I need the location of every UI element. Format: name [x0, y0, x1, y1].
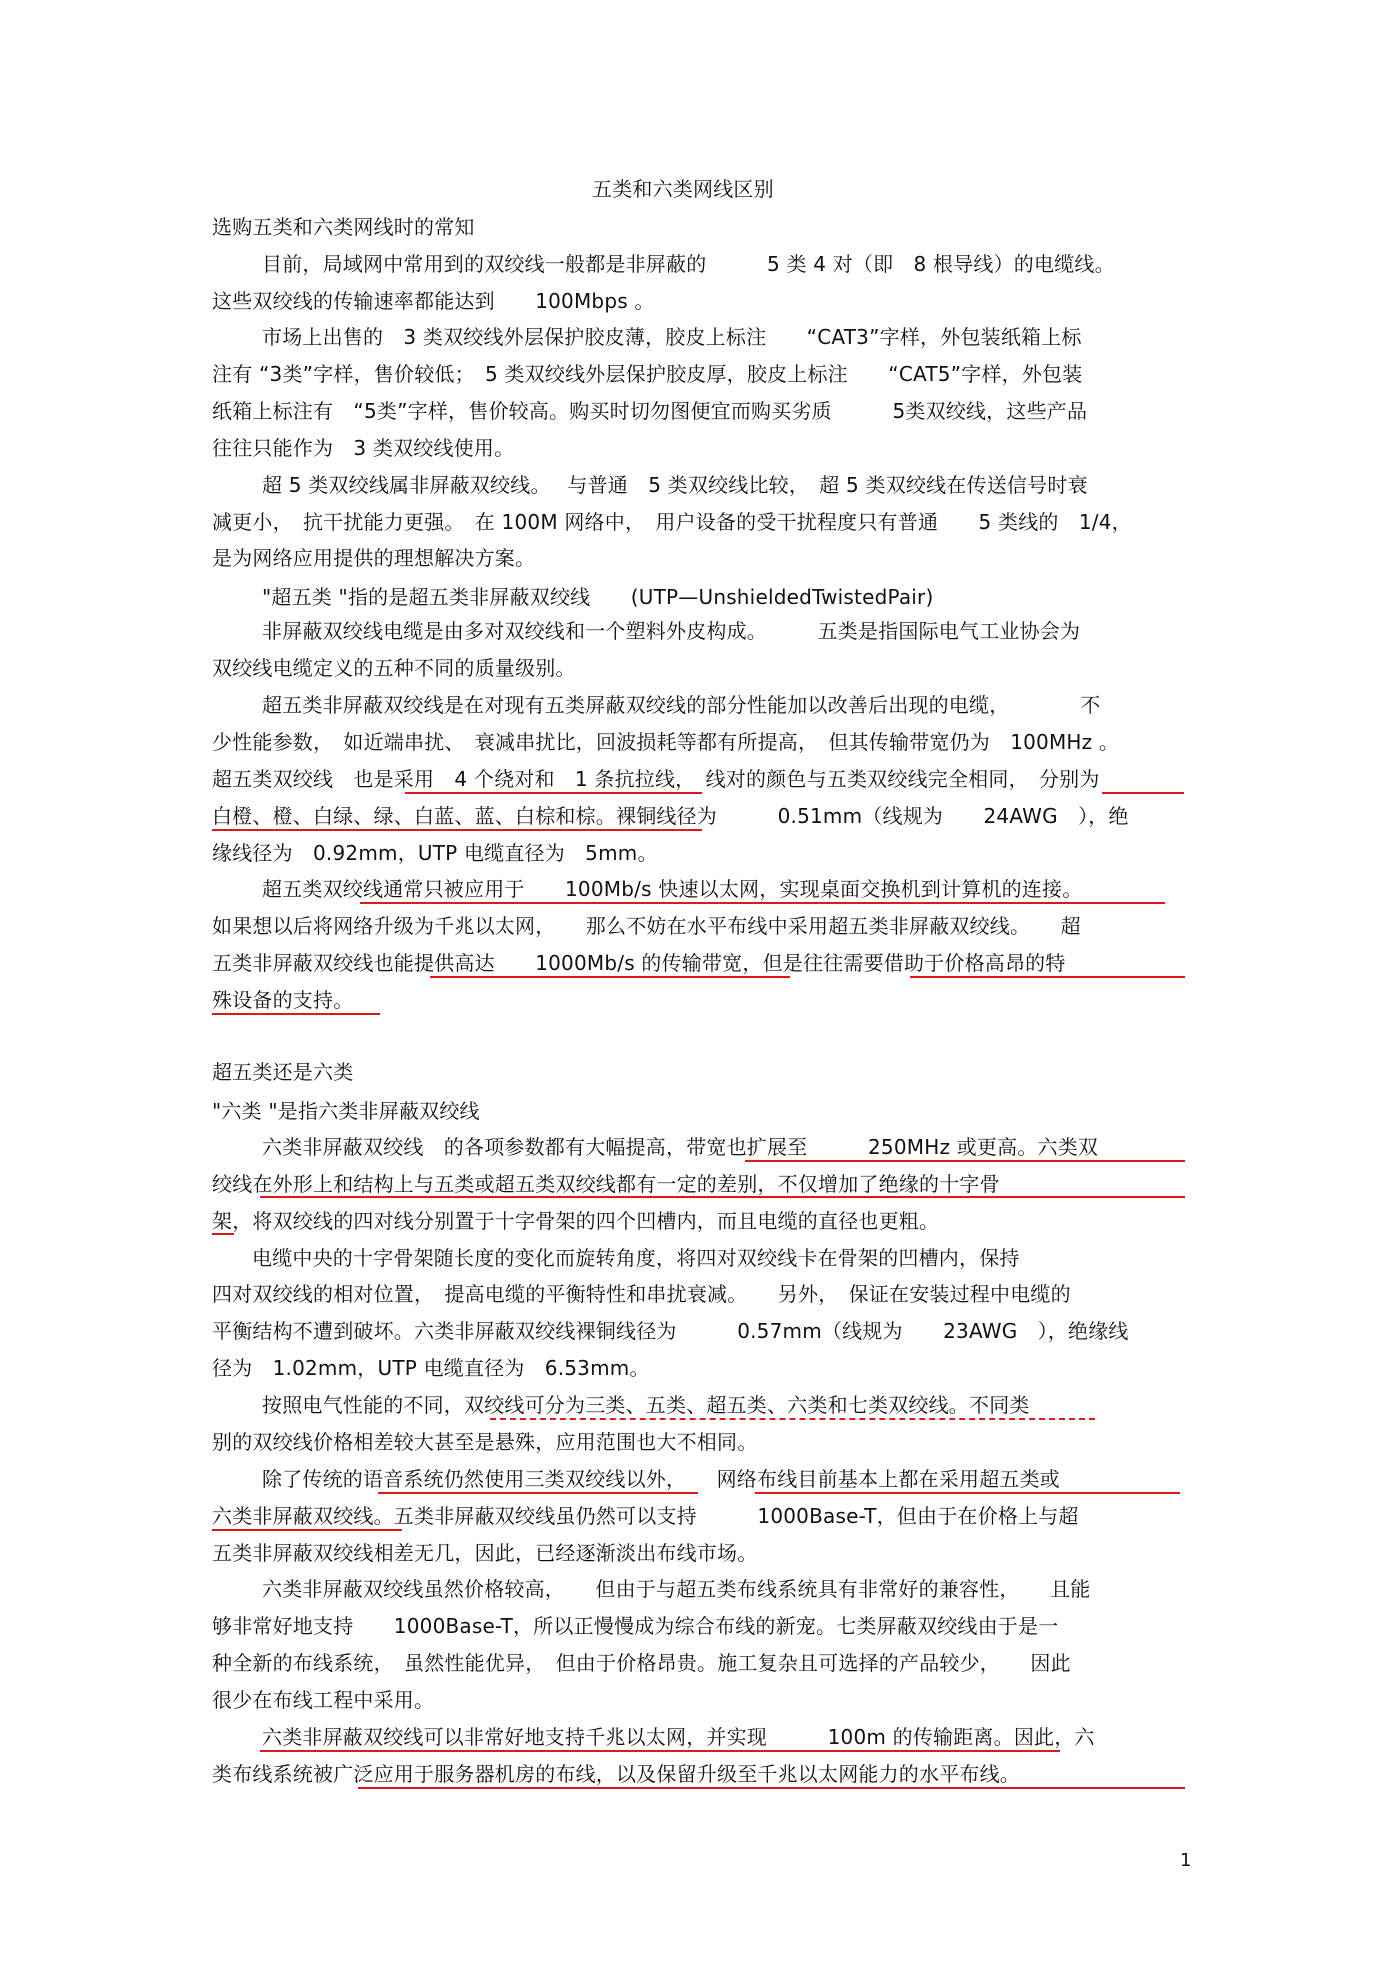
- text-line-3: 这些双绞线的传输速率都能达到 100Mbps 。: [212, 289, 655, 313]
- text-line-1: 选购五类和六类网线时的常知: [212, 215, 475, 239]
- page-title: 五类和六类网线区别: [592, 177, 774, 201]
- text-line-26: 绞线在外形上和结构上与五类或超五类双绞线都有一定的差别，不仅增加了绝缘的十字骨: [212, 1172, 1000, 1196]
- text-line-6: 纸箱上标注有 “5类”字样，售价较高。购买时切勿图便宜而购买劣质 5类双绞线，这些产品: [212, 399, 1088, 423]
- red-underline: [212, 1529, 402, 1531]
- red-underline: [212, 1233, 234, 1235]
- red-underline: [260, 1196, 1185, 1198]
- red-underline: [360, 902, 1165, 904]
- text-line-28: 电缆中央的十字骨架随长度的变化而旋转角度，将四对双绞线卡在骨架的凹槽内，保持: [252, 1246, 1020, 1270]
- text-line-5: 注有 “3类”字样，售价较低； 5 类双绞线外层保护胶皮厚，胶皮上标注 “CAT5”字样，外包装: [212, 362, 1083, 386]
- text-line-19: 超五类双绞线通常只被应用于 100Mb/s 快速以太网，实现桌面交换机到计算机的连接。: [262, 877, 1083, 901]
- text-line-10: 是为网络应用提供的理想解决方案。: [212, 546, 536, 570]
- text-line-27: 架，将双绞线的四对线分别置于十字骨架的四个凹槽内，而且电缆的直径也更粗。: [212, 1209, 940, 1233]
- red-dashed-underline: [490, 1418, 1095, 1420]
- text-line-8: 超 5 类双绞线属非屏蔽双绞线。 与普通 5 类双绞线比较， 超 5 类双绞线在传送信号时衰: [262, 473, 1088, 497]
- page-number: 1: [1180, 1850, 1192, 1871]
- text-line-22: 殊设备的支持。: [212, 988, 354, 1012]
- red-underline: [755, 1492, 1180, 1494]
- text-line-35: 六类非屏蔽双绞线。五类非屏蔽双绞线虽仍然可以支持 1000Base-T，但由于在价格上与超: [212, 1504, 1079, 1528]
- red-underline: [405, 792, 702, 794]
- text-line-24: "六类 "是指六类非屏蔽双绞线: [212, 1099, 480, 1123]
- text-line-32: 按照电气性能的不同，双绞线可分为三类、五类、超五类、六类和七类双绞线。不同类: [262, 1393, 1030, 1417]
- text-line-14: 超五类非屏蔽双绞线是在对现有五类屏蔽双绞线的部分性能加以改善后出现的电缆， 不: [262, 693, 1101, 717]
- text-line-40: 很少在布线工程中采用。: [212, 1688, 435, 1712]
- section-heading: 超五类还是六类: [212, 1060, 354, 1084]
- text-line-21: 五类非屏蔽双绞线也能提供高达 1000Mb/s 的传输带宽，但是往往需要借助于价格高昂的特: [212, 951, 1066, 975]
- text-line-4: 市场上出售的 3 类双绞线外层保护胶皮薄，胶皮上标注 “CAT3”字样，外包装纸箱上标: [262, 325, 1082, 349]
- text-line-18: 缘线径为 0.92mm，UTP 电缆直径为 5mm。: [212, 841, 658, 865]
- text-line-12: 非屏蔽双绞线电缆是由多对双绞线和一个塑料外皮构成。 五类是指国际电气工业协会为: [262, 619, 1081, 643]
- red-underline: [910, 976, 1185, 978]
- red-underline: [260, 1750, 1060, 1752]
- text-line-13: 双绞线电缆定义的五种不同的质量级别。: [212, 656, 576, 680]
- text-line-36: 五类非屏蔽双绞线相差无几，因此，已经逐渐淡出布线市场。: [212, 1541, 758, 1565]
- text-line-34: 除了传统的语音系统仍然使用三类双绞线以外， 网络布线目前基本上都在采用超五类或: [262, 1467, 1060, 1491]
- red-underline: [1102, 792, 1184, 794]
- text-line-29: 四对双绞线的相对位置， 提高电缆的平衡特性和串扰衰减。 另外， 保证在安装过程中电缆的: [212, 1282, 1071, 1306]
- red-underline: [358, 1787, 1185, 1789]
- red-underline: [378, 1492, 698, 1494]
- text-line-16: 超五类双绞线 也是采用 4 个绕对和 1 条抗拉线， 线对的颜色与五类双绞线完全相同， 分别为: [212, 767, 1100, 791]
- text-line-17: 白橙、橙、白绿、绿、白蓝、蓝、白棕和棕。裸铜线径为 0.51mm（线规为 24AWG ），绝: [212, 804, 1129, 828]
- text-line-7: 往往只能作为 3 类双绞线使用。: [212, 436, 515, 460]
- text-line-15: 少性能参数， 如近端串扰、 衰减串扰比，回波损耗等都有所提高， 但其传输带宽仍为 100MHz 。: [212, 730, 1120, 754]
- text-line-20: 如果想以后将网络升级为千兆以太网， 那么不妨在水平布线中采用超五类非屏蔽双绞线。 超: [212, 914, 1081, 938]
- text-line-2: 目前，局域网中常用到的双绞线一般都是非屏蔽的 5 类 4 对（即 8 根导线）的电缆线。: [262, 252, 1115, 276]
- red-underline: [212, 1013, 380, 1015]
- text-line-42: 类布线系统被广泛应用于服务器机房的布线，以及保留升级至千兆以太网能力的水平布线。: [212, 1762, 1020, 1786]
- text-line-31: 径为 1.02mm，UTP 电缆直径为 6.53mm。: [212, 1356, 650, 1380]
- text-line-25: 六类非屏蔽双绞线 的各项参数都有大幅提高，带宽也扩展至 250MHz 或更高。六类双: [262, 1135, 1099, 1159]
- text-line-37: 六类非屏蔽双绞线虽然价格较高， 但由于与超五类布线系统具有非常好的兼容性， 且能: [262, 1577, 1091, 1601]
- text-line-41: 六类非屏蔽双绞线可以非常好地支持千兆以太网，并实现 100m 的传输距离。因此，六: [262, 1725, 1095, 1749]
- text-line-30: 平衡结构不遭到破坏。六类非屏蔽双绞线裸铜线径为 0.57mm（线规为 23AWG ），绝缘线: [212, 1319, 1129, 1343]
- text-line-33: 别的双绞线价格相差较大甚至是悬殊，应用范围也大不相同。: [212, 1430, 758, 1454]
- red-underline: [430, 976, 790, 978]
- text-line-38: 够非常好地支持 1000Base-T，所以正慢慢成为综合布线的新宠。七类屏蔽双绞线由于是一: [212, 1614, 1059, 1638]
- red-underline: [745, 1160, 1185, 1162]
- red-underline: [212, 829, 702, 831]
- text-line-9: 减更小， 抗干扰能力更强。 在 100M 网络中， 用户设备的受干扰程度只有普通 5 类线的 1/4，: [212, 510, 1132, 534]
- text-line-11: "超五类 "指的是超五类非屏蔽双绞线 (UTP—UnshieldedTwistedPair): [262, 585, 934, 609]
- text-line-39: 种全新的布线系统， 虽然性能优异， 但由于价格昂贵。施工复杂且可选择的产品较少， 因此: [212, 1651, 1071, 1675]
